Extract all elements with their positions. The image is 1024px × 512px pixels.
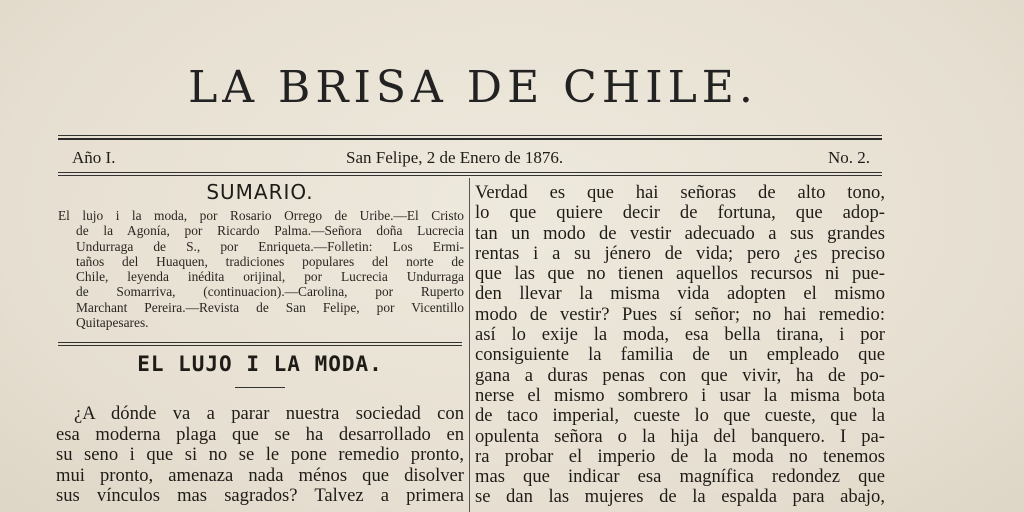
issue-number: No. 2. bbox=[827, 148, 870, 167]
sumario-heading: SUMARIO. bbox=[206, 180, 314, 204]
article-line: de taco imperial, cueste lo que cueste, que la bbox=[475, 405, 885, 427]
sumario-line: Undurraga de S., por Enriqueta.—Folletin: Los Ermi- bbox=[76, 238, 464, 254]
article-line: mui pronto, amenaza nada ménos que disolver bbox=[56, 464, 464, 486]
sumario-line: El lujo i la moda, por Rosario Orrego de Uribe.—El Cristo bbox=[58, 208, 464, 223]
article-title-rule bbox=[235, 387, 285, 388]
column-divider bbox=[469, 178, 470, 512]
sumario-line: taños del Huaquen, tradiciones populares del norte de bbox=[76, 253, 464, 269]
sumario-text bbox=[58, 208, 464, 330]
article-line: que las que no tienen aquellos recursos ni pue- bbox=[475, 263, 885, 285]
article-line: opulenta señora o la hija del banquero. I pa- bbox=[475, 425, 885, 447]
article-line: esa moderna plaga que se ha desarrollado en bbox=[56, 423, 464, 445]
issue-date: San Felipe, 2 de Enero de 1876. bbox=[346, 148, 564, 167]
masthead-rule-bottom bbox=[58, 138, 882, 140]
article-line: se dan las mujeres de la espalda para abajo, bbox=[475, 486, 885, 508]
article-title: EL LUJO I LA MODA. bbox=[137, 352, 383, 376]
sumario-line: Chile, leyenda inédita orijinal, por Lucrecia Undurraga bbox=[76, 269, 464, 285]
newspaper-masthead: LA BRISA DE CHILE. bbox=[188, 62, 758, 113]
sumario-line: de la Agonía, por Ricardo Palma.—Señora doña Lucrecia bbox=[76, 223, 464, 239]
article-line: mas que indicar esa magnífica redondez que bbox=[475, 466, 885, 488]
article-line: Verdad es que hai señoras de alto tono, bbox=[475, 182, 885, 203]
article-line: den llevar la misma vida adopten el mismo bbox=[475, 283, 885, 305]
dateline-rule-top bbox=[58, 172, 882, 173]
article-line: sus vínculos mas sagrados? Talvez a primera bbox=[56, 485, 464, 506]
sumario-line: Quitapesares. bbox=[76, 315, 149, 331]
article-line: consiguiente la familia de un empleado que bbox=[475, 344, 885, 366]
article-line: lo que quiere decir de fortuna, que adop- bbox=[475, 202, 885, 224]
article-line: gana a duras penas con que vivir, ha de po- bbox=[475, 364, 885, 386]
dateline-rule-bottom bbox=[58, 175, 882, 176]
article-line: ra probar el imperio de la moda no tenemos bbox=[475, 445, 885, 467]
article-line: tan un modo de vestir adecuado a sus grandes bbox=[475, 222, 885, 244]
article-line: ¿A dónde va a parar nuestra sociedad con bbox=[74, 403, 464, 424]
sumario-line: de Somarriva, (continuacion).—Carolina, por Ruperto bbox=[76, 284, 464, 300]
article-line: así lo exije la moda, esa bella tirana, i por bbox=[475, 324, 885, 346]
article-line: rentas i a su jénero de vida; pero ¿es preciso bbox=[475, 242, 885, 264]
masthead-rule-top bbox=[58, 135, 882, 136]
sumario-rule-bottom bbox=[58, 345, 462, 346]
article-line: su seno i que si no se le pone remedio pronto, bbox=[56, 444, 464, 465]
article-right-column bbox=[475, 183, 885, 508]
article-left-column bbox=[56, 404, 464, 507]
issue-year: Año I. bbox=[72, 148, 116, 167]
sumario-rule-top bbox=[58, 342, 462, 343]
sumario-line: Marchant Pereira.—Revista de San Felipe, por Vicentillo bbox=[76, 299, 464, 315]
article-line: modo de vestir? Pues sí señor; no hai remedio: bbox=[475, 303, 885, 325]
dateline bbox=[58, 148, 882, 170]
article-line: nerse el mismo sombrero i usar la misma bota bbox=[475, 384, 885, 406]
